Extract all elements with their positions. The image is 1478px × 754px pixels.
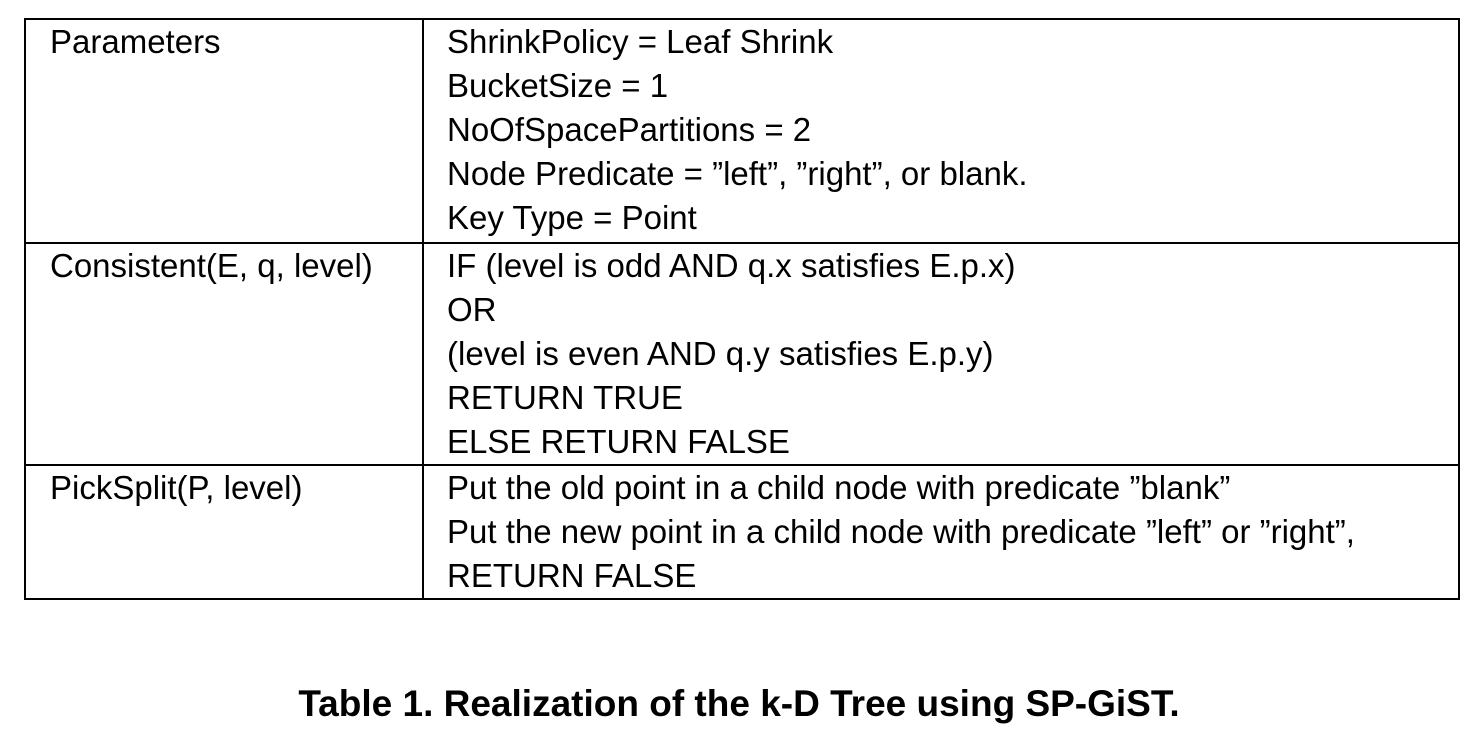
row-body-consistent bbox=[423, 243, 1459, 465]
parameter-line: Key Type = Point bbox=[447, 199, 697, 236]
code-line: Put the old point in a child node with predicate ”blank” bbox=[447, 469, 1231, 506]
code-line: IF (level is odd AND q.x satisfies E.p.x) bbox=[447, 247, 1016, 284]
parameter-line: NoOfSpacePartitions = 2 bbox=[447, 111, 812, 148]
kd-tree-table bbox=[24, 18, 1460, 600]
table-row-parameters bbox=[25, 19, 1459, 243]
code-line: RETURN FALSE bbox=[447, 557, 697, 594]
row-label-picksplit: PickSplit(P, level) bbox=[25, 465, 423, 599]
code-line: OR bbox=[447, 291, 497, 328]
parameter-line: BucketSize = 1 bbox=[447, 67, 669, 104]
row-label-parameters: Parameters bbox=[25, 19, 423, 243]
code-line: (level is even AND q.y satisfies E.p.y) bbox=[447, 335, 994, 372]
table-row-picksplit bbox=[25, 465, 1459, 599]
parameter-line: ShrinkPolicy = Leaf Shrink bbox=[447, 23, 834, 60]
parameter-line: Node Predicate = ”left”, ”right”, or blank. bbox=[447, 155, 1028, 192]
row-label-consistent: Consistent(E, q, level) bbox=[25, 243, 423, 465]
row-body-picksplit bbox=[423, 465, 1459, 599]
row-body-parameters bbox=[423, 19, 1459, 243]
table-caption: Table 1. Realization of the k-D Tree using SP-GiST. bbox=[298, 683, 1180, 724]
code-line: Put the new point in a child node with predicate ”left” or ”right”, bbox=[447, 513, 1355, 550]
code-line: ELSE RETURN FALSE bbox=[447, 423, 790, 460]
table-row-consistent bbox=[25, 243, 1459, 465]
code-line: RETURN TRUE bbox=[447, 379, 683, 416]
